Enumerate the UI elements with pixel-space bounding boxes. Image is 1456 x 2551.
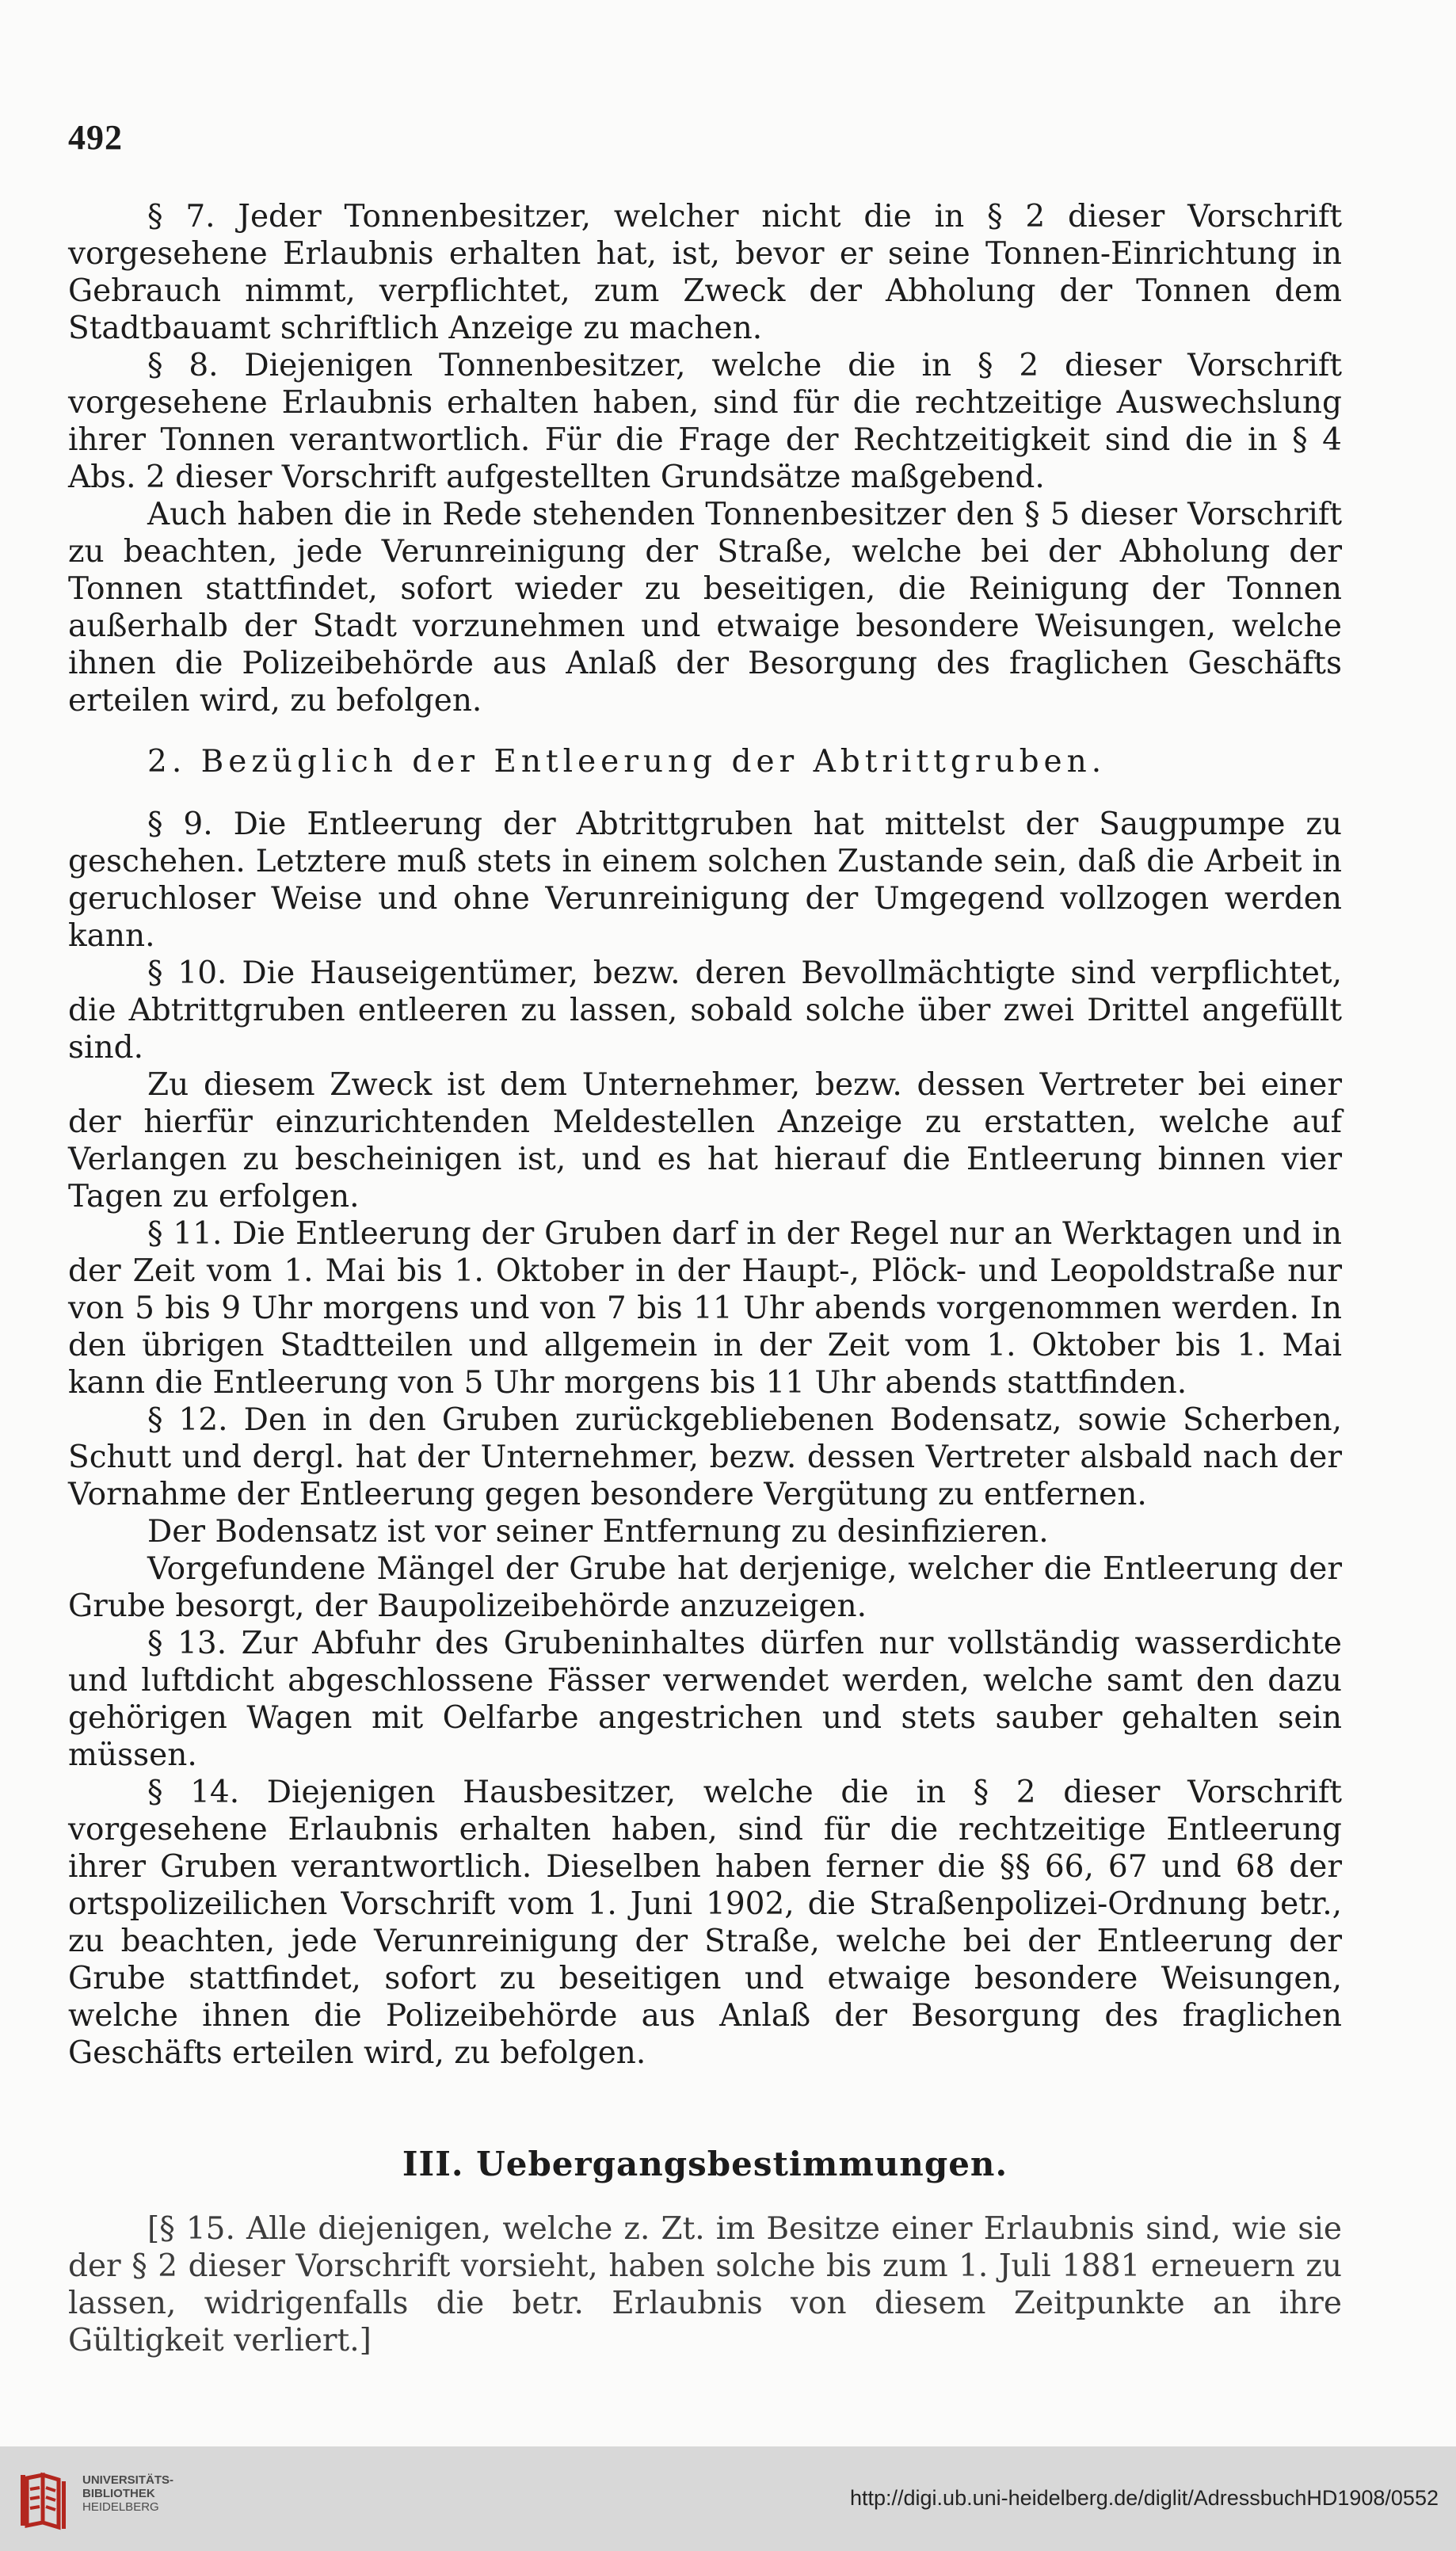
footer-bar	[0, 2446, 1456, 2551]
paragraph-section-9: § 9. Die Entleerung der Abtrittgruben hat mittelst der Saugpumpe zu geschehen. Letztere muß stets in einem solchen Zustande sein, daß die Arbeit in geruchloser Weise und ohne Verunreinigung der Umgegend vollzogen werden kann.	[68, 806, 1342, 954]
paragraph-section-10-cont: Zu diesem Zweck ist dem Unternehmer, bezw. dessen Vertreter bei einer der hierfür einzurichtenden Meldestellen Anzeige zu erstatten, welche auf Verlangen zu bescheinigen ist, und es hat hierauf die Entleerung binnen vier Tagen zu erfolgen.	[68, 1067, 1342, 1214]
paragraph-section-15: [§ 15. Alle diejenigen, welche z. Zt. im Besitze einer Erlaubnis sind, wie sie der § 2 dieser Vorschrift vorsieht, haben solche bis zum 1. Juli 1881 erneuern zu lassen, widrigenfalls die betr. Erlaubnis von diesem Zeitpunkte an ihre Gültigkeit verliert.]	[68, 2211, 1342, 2358]
page-number: 492	[68, 118, 123, 157]
paragraph-section-12-maengel: Vorgefundene Mängel der Grube hat derjenige, welcher die Entleerung der Grube besorgt, der Baupolizeibehörde anzuzeigen.	[68, 1551, 1342, 1624]
library-name-line-1: UNIVERSITÄTS-	[82, 2473, 174, 2487]
paragraph-section-11: § 11. Die Entleerung der Gruben darf in der Regel nur an Werktagen und in der Zeit vom 1. Mai bis 1. Oktober in der Haupt-, Plöck- und Leopoldstraße nur von 5 bis 9 Uhr morgens und von 7 bis 11 Uhr abends vorgenommen werden. In den übrigen Stadtteilen und allgemein in der Zeit vom 1. Oktober bis 1. Mai kann die Entleerung von 5 Uhr morgens bis 11 Uhr abends stattfinden.	[68, 1216, 1342, 1401]
library-name-line-3: HEIDELBERG	[82, 2500, 159, 2514]
library-name	[82, 2473, 173, 2514]
section-title-uebergangsbestimmungen: III. Uebergangsbestimmungen.	[402, 2145, 1008, 2183]
library-name-line-2: BIBLIOTHEK	[82, 2487, 155, 2500]
paragraph-section-8-cont: Auch haben die in Rede stehenden Tonnenbesitzer den § 5 dieser Vorschrift zu beachten, jede Verunreinigung der Straße, welche bei der Abholung der Tonnen stattfindet, sofort wieder zu beseitigen, die Reinigung der Tonnen außerhalb der Stadt vorzunehmen und etwaige besondere Weisungen, welche ihnen die Polizeibehörde aus Anlaß der Besorgung des fraglichen Geschäfts erteilen wird, zu befolgen.	[68, 497, 1342, 719]
paragraph-section-14: § 14. Diejenigen Hausbesitzer, welche die in § 2 dieser Vorschrift vorgesehene Erlaubnis erhalten haben, sind für die rechtzeitige Entleerung ihrer Gruben verantwortlich. Dieselben haben ferner die §§ 66, 67 und 68 der ortspolizeilichen Vorschrift vom 1. Juni 1902, die Straßenpolizei-Ordnung betr., zu beachten, jede Verunreinigung der Straße, welche bei der Entleerung der Grube stattfindet, sofort zu beseitigen und etwaige besondere Weisungen, welche ihnen die Polizeibehörde aus Anlaß der Besorgung des fraglichen Geschäfts erteilen wird, zu befolgen.	[68, 1775, 1342, 2071]
paragraph-section-12: § 12. Den in den Gruben zurückgebliebenen Bodensatz, sowie Scherben, Schutt und dergl. hat der Unternehmer, bezw. dessen Vertreter alsbald nach der Vornahme der Entleerung gegen besondere Vergütung zu entfernen.	[68, 1402, 1342, 1512]
paragraph-section-10: § 10. Die Hauseigentümer, bezw. deren Bevollmächtigte sind verpflichtet, die Abtrittgruben entleeren zu lassen, sobald solche über zwei Drittel angefüllt sind.	[68, 955, 1342, 1066]
paragraph-section-12-bodensatz: Der Bodensatz ist vor seiner Entfernung zu desinfizieren.	[147, 1514, 1049, 1550]
body-text	[68, 198, 1342, 2359]
paragraph-section-8: § 8. Diejenigen Tonnenbesitzer, welche die in § 2 dieser Vorschrift vorgesehene Erlaubnis erhalten haben, sind für die rechtzeitige Auswechslung ihrer Tonnen verantwortlich. Für die Frage der Rechtzeitigkeit sind die in § 4 Abs. 2 dieser Vorschrift aufgestellten Grundsätze maßgebend.	[68, 348, 1342, 495]
source-url-link[interactable]: http://digi.ub.uni-heidelberg.de/diglit/AdressbuchHD1908/0552	[849, 2486, 1439, 2510]
subheading-abtrittgruben: 2. Bezüglich der Entleerung der Abtrittgruben.	[147, 744, 1107, 780]
library-seal-icon	[16, 2469, 76, 2532]
paragraph-section-13: § 13. Zur Abfuhr des Grubeninhaltes dürfen nur vollständig wasserdichte und luftdicht abgeschlossene Fässer verwendet werden, welche samt den dazu gehörigen Wagen mit Oelfarbe angestrichen und stets sauber gehalten sein müssen.	[68, 1626, 1342, 1773]
paragraph-section-7: § 7. Jeder Tonnenbesitzer, welcher nicht die in § 2 dieser Vorschrift vorgesehene Erlaubnis erhalten hat, ist, bevor er seine Tonnen-Einrichtung in Gebrauch nimmt, verpflichtet, zum Zweck der Abholung der Tonnen dem Stadtbauamt schriftlich Anzeige zu machen.	[68, 199, 1342, 346]
library-logo[interactable]	[16, 2469, 206, 2532]
document-page	[68, 0, 1342, 2440]
